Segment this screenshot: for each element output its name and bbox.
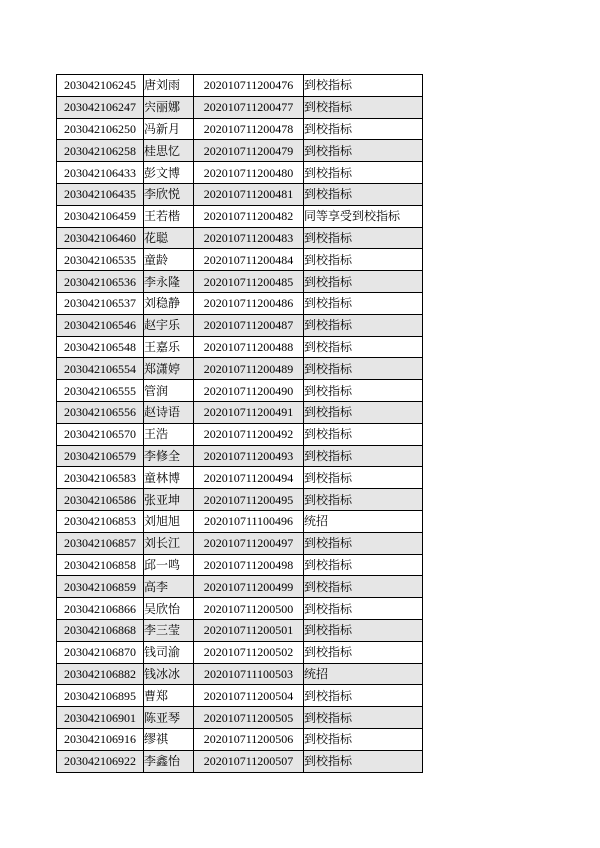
table-row xyxy=(57,401,423,423)
admission-type-cell: 到校指标 xyxy=(304,445,423,467)
student-id-cell: 203042106554 xyxy=(57,358,144,380)
table-row xyxy=(57,510,423,532)
student-id-cell: 203042106535 xyxy=(57,249,144,271)
student-name-cell: 李欣悦 xyxy=(144,183,194,205)
student-id-cell: 203042106859 xyxy=(57,576,144,598)
admission-number-cell: 202010711200499 xyxy=(194,576,304,598)
student-id-cell: 203042106258 xyxy=(57,140,144,162)
student-name-cell: 曹郑 xyxy=(144,685,194,707)
admission-number-cell: 202010711200487 xyxy=(194,314,304,336)
admission-type-cell: 到校指标 xyxy=(304,423,423,445)
table-row xyxy=(57,75,423,97)
student-name-cell: 刘旭旭 xyxy=(144,510,194,532)
admission-number-cell: 202010711200476 xyxy=(194,75,304,97)
table-row xyxy=(57,641,423,663)
table-row xyxy=(57,358,423,380)
admission-type-cell: 到校指标 xyxy=(304,249,423,271)
admission-number-cell: 202010711200488 xyxy=(194,336,304,358)
admission-number-cell: 202010711200506 xyxy=(194,728,304,750)
admission-type-cell: 到校指标 xyxy=(304,140,423,162)
table-row xyxy=(57,423,423,445)
student-id-cell: 203042106536 xyxy=(57,271,144,293)
table-row xyxy=(57,183,423,205)
admission-number-cell: 202010711200486 xyxy=(194,292,304,314)
admission-type-cell: 到校指标 xyxy=(304,685,423,707)
admission-type-cell: 到校指标 xyxy=(304,576,423,598)
table-row xyxy=(57,728,423,750)
admission-type-cell: 到校指标 xyxy=(304,467,423,489)
student-name-cell: 桂思忆 xyxy=(144,140,194,162)
student-id-cell: 203042106250 xyxy=(57,118,144,140)
student-name-cell: 钱冰冰 xyxy=(144,663,194,685)
admission-type-cell: 到校指标 xyxy=(304,619,423,641)
student-name-cell: 高李 xyxy=(144,576,194,598)
student-id-cell: 203042106433 xyxy=(57,162,144,184)
student-id-cell: 203042106583 xyxy=(57,467,144,489)
student-id-cell: 203042106853 xyxy=(57,510,144,532)
admission-number-cell: 202010711200484 xyxy=(194,249,304,271)
admission-number-cell: 202010711200482 xyxy=(194,205,304,227)
admission-type-cell: 到校指标 xyxy=(304,489,423,511)
table-row xyxy=(57,205,423,227)
student-name-cell: 王嘉乐 xyxy=(144,336,194,358)
admission-type-cell: 到校指标 xyxy=(304,271,423,293)
table-row xyxy=(57,227,423,249)
table-row xyxy=(57,489,423,511)
document-page xyxy=(56,74,422,773)
table-row xyxy=(57,554,423,576)
student-id-cell: 203042106922 xyxy=(57,750,144,772)
table-row xyxy=(57,96,423,118)
admission-type-cell: 到校指标 xyxy=(304,598,423,620)
admission-number-cell: 202010711200498 xyxy=(194,554,304,576)
table-row xyxy=(57,314,423,336)
student-id-cell: 203042106586 xyxy=(57,489,144,511)
admission-number-cell: 202010711200494 xyxy=(194,467,304,489)
student-id-cell: 203042106435 xyxy=(57,183,144,205)
student-name-cell: 邱一鸣 xyxy=(144,554,194,576)
student-id-cell: 203042106548 xyxy=(57,336,144,358)
student-id-cell: 203042106882 xyxy=(57,663,144,685)
admission-type-cell: 到校指标 xyxy=(304,554,423,576)
table-row xyxy=(57,249,423,271)
table-row xyxy=(57,576,423,598)
student-name-cell: 陈亚琴 xyxy=(144,707,194,729)
student-name-cell: 张亚坤 xyxy=(144,489,194,511)
table-row xyxy=(57,598,423,620)
student-id-cell: 203042106857 xyxy=(57,532,144,554)
table-row xyxy=(57,750,423,772)
table-row xyxy=(57,685,423,707)
table-row xyxy=(57,532,423,554)
table-row xyxy=(57,380,423,402)
admission-type-cell: 到校指标 xyxy=(304,380,423,402)
student-id-cell: 203042106555 xyxy=(57,380,144,402)
student-id-cell: 203042106556 xyxy=(57,401,144,423)
admission-number-cell: 202010711200479 xyxy=(194,140,304,162)
admission-number-cell: 202010711200485 xyxy=(194,271,304,293)
student-name-cell: 童林博 xyxy=(144,467,194,489)
admission-number-cell: 202010711200478 xyxy=(194,118,304,140)
admission-type-cell: 到校指标 xyxy=(304,162,423,184)
admission-number-cell: 202010711200480 xyxy=(194,162,304,184)
admission-number-cell: 202010711200483 xyxy=(194,227,304,249)
student-name-cell: 童龄 xyxy=(144,249,194,271)
table-row xyxy=(57,271,423,293)
admission-number-cell: 202010711200491 xyxy=(194,401,304,423)
admission-number-cell: 202010711200500 xyxy=(194,598,304,620)
table-row xyxy=(57,663,423,685)
admission-number-cell: 202010711200481 xyxy=(194,183,304,205)
student-name-cell: 宍丽娜 xyxy=(144,96,194,118)
student-name-cell: 李修全 xyxy=(144,445,194,467)
student-name-cell: 彭文博 xyxy=(144,162,194,184)
admission-number-cell: 202010711200492 xyxy=(194,423,304,445)
student-id-cell: 203042106546 xyxy=(57,314,144,336)
student-id-cell: 203042106245 xyxy=(57,75,144,97)
admission-number-cell: 202010711100496 xyxy=(194,510,304,532)
admission-type-cell: 到校指标 xyxy=(304,707,423,729)
student-name-cell: 赵宇乐 xyxy=(144,314,194,336)
student-id-cell: 203042106870 xyxy=(57,641,144,663)
student-id-cell: 203042106570 xyxy=(57,423,144,445)
admission-number-cell: 202010711200504 xyxy=(194,685,304,707)
admission-type-cell: 到校指标 xyxy=(304,96,423,118)
table-row xyxy=(57,118,423,140)
admission-number-cell: 202010711100503 xyxy=(194,663,304,685)
admission-type-cell: 统招 xyxy=(304,510,423,532)
admission-type-cell: 到校指标 xyxy=(304,314,423,336)
table-row xyxy=(57,445,423,467)
student-name-cell: 刘稳静 xyxy=(144,292,194,314)
admission-type-cell: 到校指标 xyxy=(304,728,423,750)
admission-number-cell: 202010711200489 xyxy=(194,358,304,380)
admission-type-cell: 到校指标 xyxy=(304,641,423,663)
admission-type-cell: 到校指标 xyxy=(304,750,423,772)
student-name-cell: 李三莹 xyxy=(144,619,194,641)
student-name-cell: 李永隆 xyxy=(144,271,194,293)
admission-type-cell: 到校指标 xyxy=(304,118,423,140)
student-id-cell: 203042106868 xyxy=(57,619,144,641)
admission-type-cell: 到校指标 xyxy=(304,358,423,380)
table-row xyxy=(57,292,423,314)
admission-type-cell: 到校指标 xyxy=(304,75,423,97)
student-name-cell: 吴欣怡 xyxy=(144,598,194,620)
admission-type-cell: 到校指标 xyxy=(304,401,423,423)
admission-number-cell: 202010711200477 xyxy=(194,96,304,118)
student-name-cell: 管润 xyxy=(144,380,194,402)
admission-type-cell: 同等享受到校指标 xyxy=(304,205,423,227)
student-name-cell: 缪祺 xyxy=(144,728,194,750)
student-name-cell: 李鑫怡 xyxy=(144,750,194,772)
student-id-cell: 203042106916 xyxy=(57,728,144,750)
student-name-cell: 钱司渝 xyxy=(144,641,194,663)
student-name-cell: 冯新月 xyxy=(144,118,194,140)
admission-number-cell: 202010711200502 xyxy=(194,641,304,663)
student-name-cell: 花聪 xyxy=(144,227,194,249)
student-name-cell: 王浩 xyxy=(144,423,194,445)
student-name-cell: 唐刘雨 xyxy=(144,75,194,97)
student-id-cell: 203042106895 xyxy=(57,685,144,707)
table-row xyxy=(57,467,423,489)
admission-type-cell: 到校指标 xyxy=(304,292,423,314)
admission-type-cell: 到校指标 xyxy=(304,227,423,249)
student-id-cell: 203042106459 xyxy=(57,205,144,227)
student-id-cell: 203042106866 xyxy=(57,598,144,620)
admission-number-cell: 202010711200490 xyxy=(194,380,304,402)
student-id-cell: 203042106858 xyxy=(57,554,144,576)
student-name-cell: 刘长江 xyxy=(144,532,194,554)
table-row xyxy=(57,162,423,184)
student-name-cell: 郑潇婷 xyxy=(144,358,194,380)
admission-number-cell: 202010711200505 xyxy=(194,707,304,729)
admission-table-body xyxy=(57,75,423,773)
table-row xyxy=(57,619,423,641)
admission-table xyxy=(56,74,423,773)
table-row xyxy=(57,140,423,162)
student-id-cell: 203042106247 xyxy=(57,96,144,118)
student-id-cell: 203042106460 xyxy=(57,227,144,249)
admission-number-cell: 202010711200507 xyxy=(194,750,304,772)
admission-type-cell: 统招 xyxy=(304,663,423,685)
admission-type-cell: 到校指标 xyxy=(304,183,423,205)
admission-number-cell: 202010711200501 xyxy=(194,619,304,641)
admission-number-cell: 202010711200497 xyxy=(194,532,304,554)
admission-type-cell: 到校指标 xyxy=(304,336,423,358)
admission-type-cell: 到校指标 xyxy=(304,532,423,554)
admission-number-cell: 202010711200495 xyxy=(194,489,304,511)
student-id-cell: 203042106901 xyxy=(57,707,144,729)
table-row xyxy=(57,707,423,729)
student-name-cell: 王若楷 xyxy=(144,205,194,227)
table-row xyxy=(57,336,423,358)
student-id-cell: 203042106579 xyxy=(57,445,144,467)
student-id-cell: 203042106537 xyxy=(57,292,144,314)
admission-number-cell: 202010711200493 xyxy=(194,445,304,467)
student-name-cell: 赵诗语 xyxy=(144,401,194,423)
